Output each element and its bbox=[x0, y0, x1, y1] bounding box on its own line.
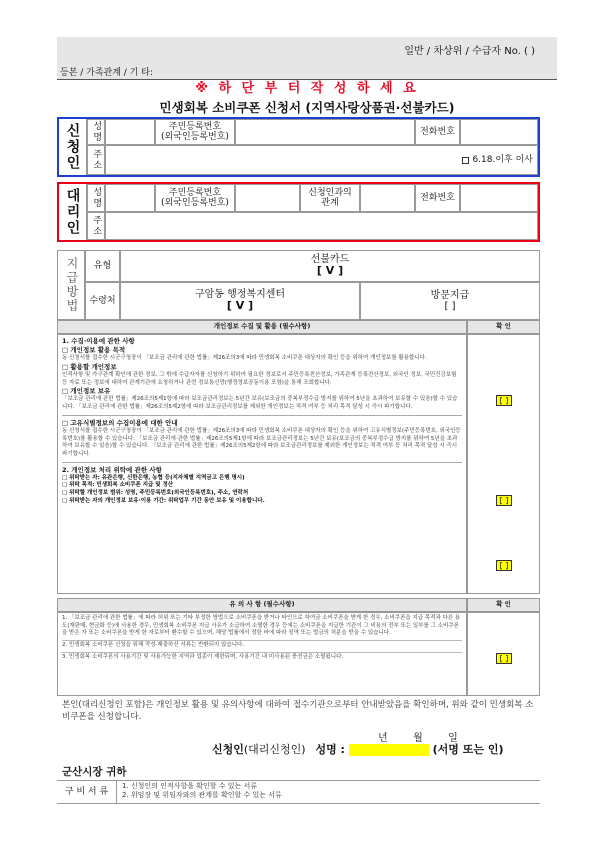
privacy-body bbox=[57, 334, 467, 594]
moved-checkbox[interactable] bbox=[462, 157, 469, 164]
proxy-label: 대리인 bbox=[59, 184, 87, 240]
privacy-s2a: □ 위탁받는 자: 유관은행, 신한은행, 농협 등(지자체별 지역금고 은행 명시) bbox=[62, 474, 245, 481]
sign-paren: (대리신청인) bbox=[243, 743, 306, 756]
sign-label: 신청인 bbox=[212, 743, 244, 756]
proxy-relation-label: 신청인과의 관계 bbox=[300, 184, 360, 212]
header-bar bbox=[57, 37, 557, 63]
category-line: 등본 / 가족관계 / 기 타: bbox=[60, 68, 153, 78]
payment-place-center-label: 구암동 행정복지센터 bbox=[194, 288, 286, 300]
privacy-confirm-3[interactable] bbox=[490, 553, 518, 572]
privacy-confirm-3-mark: [ ] bbox=[496, 560, 513, 571]
proxy-phone-label: 전화번호 bbox=[415, 184, 460, 212]
payment-type-value: 선불카드 bbox=[310, 253, 350, 265]
privacy-s1b-text: 인적사항 및 가구관계 확인에 관한 정보, 그 밖에 수급자자를 신청하기 위하여 필요한 정보로서 주민등록전산정보, 가족관계 등록전산정보, 외국인 정보, 국민건강보험 등 자료 또는 정보에 대하여 관계기관에 요청하거나 관련 정보통신망(행정정보공동이용 포함)을 통해 조회합니다. bbox=[62, 371, 457, 386]
sign-method: (서명 또는 인) bbox=[432, 743, 504, 756]
payment-type-label: 유형 bbox=[85, 250, 120, 282]
applicant-label: 신청인 bbox=[59, 119, 87, 175]
proxy-rrn-field[interactable] bbox=[235, 184, 300, 212]
proxy-name-field[interactable] bbox=[105, 184, 155, 212]
proxy-address-field[interactable] bbox=[105, 212, 538, 240]
docs-list bbox=[122, 782, 282, 801]
docs-label: 구 비 서 류 bbox=[57, 780, 117, 804]
signature-line bbox=[212, 741, 503, 757]
doc-item-1: 1. 신청인의 인적사항을 확인할 수 있는 서류 bbox=[122, 782, 257, 790]
notice-confirm-mark: [ ] bbox=[496, 653, 513, 664]
payment-place-center-check: [ V ] bbox=[226, 299, 254, 313]
notice-body bbox=[57, 612, 467, 696]
privacy-s2c: □ 위탁할 개인정보 범위: 성명, 주민등록번호(외국인등록번호), 주소, 연락처 bbox=[62, 490, 249, 497]
payment-type-option[interactable] bbox=[120, 250, 540, 282]
proxy-phone-field[interactable] bbox=[460, 184, 538, 212]
sign-field[interactable] bbox=[349, 744, 429, 756]
recipient-type-line: 일반 / 차상위 / 수급자 No. ( ) bbox=[404, 46, 535, 57]
privacy-confirm-heading: 확 인 bbox=[467, 320, 540, 334]
proxy-rrn-label: 주민등록번호 (외국인등록번호) bbox=[155, 184, 235, 212]
privacy-confirm-2[interactable] bbox=[490, 488, 518, 507]
form-title: 민생회복 소비쿠폰 신청서 (지역사랑상품권·선불카드) bbox=[159, 100, 455, 115]
doc-item-2: 2. 위임장 및 위임자와의 관계를 확인할 수 있는 서류 bbox=[122, 791, 282, 800]
proxy-address-label: 주소 bbox=[87, 212, 105, 240]
date-line: 년 월 일 bbox=[378, 733, 458, 744]
privacy-s1c-title: □ 개인정보 보유 bbox=[62, 387, 111, 396]
notice-heading: 유 의 사 항 (필수사항) bbox=[57, 598, 467, 612]
notice-confirm-heading: 확 인 bbox=[467, 598, 540, 612]
payment-place-visit-check: [ ] bbox=[444, 301, 456, 312]
applicant-name-field[interactable] bbox=[105, 119, 155, 145]
privacy-confirm-1-mark: [ ] bbox=[496, 395, 513, 406]
payment-place-center[interactable] bbox=[120, 282, 360, 320]
sign-name-label: 성명 : bbox=[315, 743, 345, 756]
applicant-rrn-label: 주민등록번호 (외국인등록번호) bbox=[155, 119, 235, 145]
notice-item-1: 1. 「보조금 관리에 관한 법률」에 따라 허위 또는 기타 부정한 방법으로 소비쿠폰을 받거나 타인으로 하여금 소비쿠폰을 받게 한 경우, 소비쿠폰을 지급 목적과 다른 용도(재판매, 현금화 등)에 사용한 경우, 민생회복 소비쿠폰 지급 사유가 소급하여 소멸한 경우 등에는 소비쿠폰을 지급한 기관이 그 비용의 전부 또는 일부를 그 소비쿠폰을 받은 자 또는 소비쿠폰을 받게 한 자로부터 환수할 수 있으며, 해당 법률에서 정한 바에 따라 징역 또는 벌금의 처분을 받을 수 있습니다. bbox=[62, 615, 461, 637]
privacy-s2d: □ 위탁받는 자의 개인정보 보유·이용 기간: 위탁업무 기간 동안 보유 및 이용합니다. bbox=[62, 497, 265, 504]
payment-label: 지급방법 bbox=[57, 250, 85, 320]
notice-item-3: 3. 민생회복 소비쿠폰의 사용기간 및 사용가능한 지역과 업종이 제한되며, 사용기간 내 미사용된 충전금은 소멸됩니다. bbox=[62, 652, 462, 662]
confirmation-text: 본인(대리신청인 포함)은 개인정보 활용 및 유의사항에 대하여 접수기관으로부터 안내받았음을 확인하며, 위와 같이 민생회복 소비쿠폰을 신청합니다. bbox=[62, 700, 534, 722]
privacy-s1d-title: □ 고유식별정보의 수집이용에 대한 안내 bbox=[62, 418, 178, 427]
privacy-s1a-text: 동 신청서를 접수한 시군구청장이 「보조금 관리에 관한 법률」제26조의3에 따라 민생회복 소비쿠폰 대상자의 확인 등을 위하여 개인정보를 활용합니다. bbox=[62, 355, 427, 362]
addressee: 군산시장 귀하 bbox=[62, 766, 127, 778]
applicant-name-label: 성명 bbox=[87, 119, 105, 145]
privacy-s1c-text: 「보조금 관리에 관한 법률」제26조의5제1항에 따라 보조금관리정보는 5년간 보유(보조금의 중복부정수급 방지를 위하여 5년을 초과하여 보유할 수 있음)할 수 있습니다. 「보조금 관리에 관한 법률」제26조의5제2항에 따라 보조금관리정보를 제외한 개인정보는 적격 여부 등 처리 목적 달성 시 즉시 파기합니다. bbox=[62, 396, 458, 411]
proxy-relation-field[interactable] bbox=[360, 184, 415, 212]
privacy-confirm-1[interactable] bbox=[490, 388, 518, 407]
notice-item-2: 2. 민생회복 소비쿠폰 신청을 위해 작성·제출하신 서류는 반환되지 않습니다. bbox=[62, 640, 462, 650]
applicant-rrn-field[interactable] bbox=[235, 119, 415, 145]
moved-checkbox-label: 6.18.이후 이사 bbox=[472, 154, 533, 165]
payment-place-visit-label: 방문지급 bbox=[430, 289, 470, 301]
payment-place-label: 수령처 bbox=[85, 282, 120, 320]
category-bar bbox=[57, 63, 557, 80]
privacy-s1-title: 1. 수집·이용에 관한 사항 bbox=[62, 337, 135, 345]
privacy-heading: 개인정보 수집 및 활용 (필수사항) bbox=[57, 320, 467, 334]
privacy-s2-title: 2. 개인정보 처리 위탁에 관한 사항 bbox=[62, 465, 162, 474]
notice-confirm[interactable] bbox=[490, 646, 518, 665]
applicant-phone-field[interactable] bbox=[460, 119, 538, 145]
applicant-address-label: 주소 bbox=[87, 145, 105, 175]
applicant-phone-label: 전화번호 bbox=[415, 119, 460, 145]
privacy-s2b: □ 위탁 목적: 민생회복 소비쿠폰 지급 및 정산 bbox=[62, 482, 174, 489]
fill-instruction: ※ 하 단 부 터 작 성 하 세 요 bbox=[195, 81, 419, 96]
privacy-confirm-2-mark: [ ] bbox=[496, 495, 513, 506]
applicant-address-field[interactable] bbox=[105, 145, 538, 175]
privacy-s1d-text: 동 신청서를 접수한 시군구청장이 「보조금 관리에 관한 법률」제26조의3에 따라 민생회복 소비쿠폰 대상자의 확인 등을 위하여 고유식별정보(주민등록번호, 외국인등록번호)를 활용할 수 있습니다. 「보조금 관리에 관한 법률」제26조의5제1항에 따라 보조금관리정보는 5년간 보유(보조금의 중복부정수급 방지를 위하여 5년을 초과하여 보유할 수 있음)할 수 있습니다. 「보조금 관리에 관한 법률」제26조의5제2항에 따라 보조금관리정보를 제외한 개인정보는 적격 여부 등 처리 목적 달성 시 즉시 파기합니다. bbox=[62, 427, 461, 457]
proxy-name-label: 성명 bbox=[87, 184, 105, 212]
payment-place-visit[interactable] bbox=[360, 282, 540, 320]
privacy-s1a-title: □ 개인정보 활용 목적 bbox=[62, 346, 126, 355]
payment-type-check: [ V ] bbox=[316, 264, 344, 278]
privacy-s1b-title: □ 활용할 개인정보 bbox=[62, 362, 117, 371]
